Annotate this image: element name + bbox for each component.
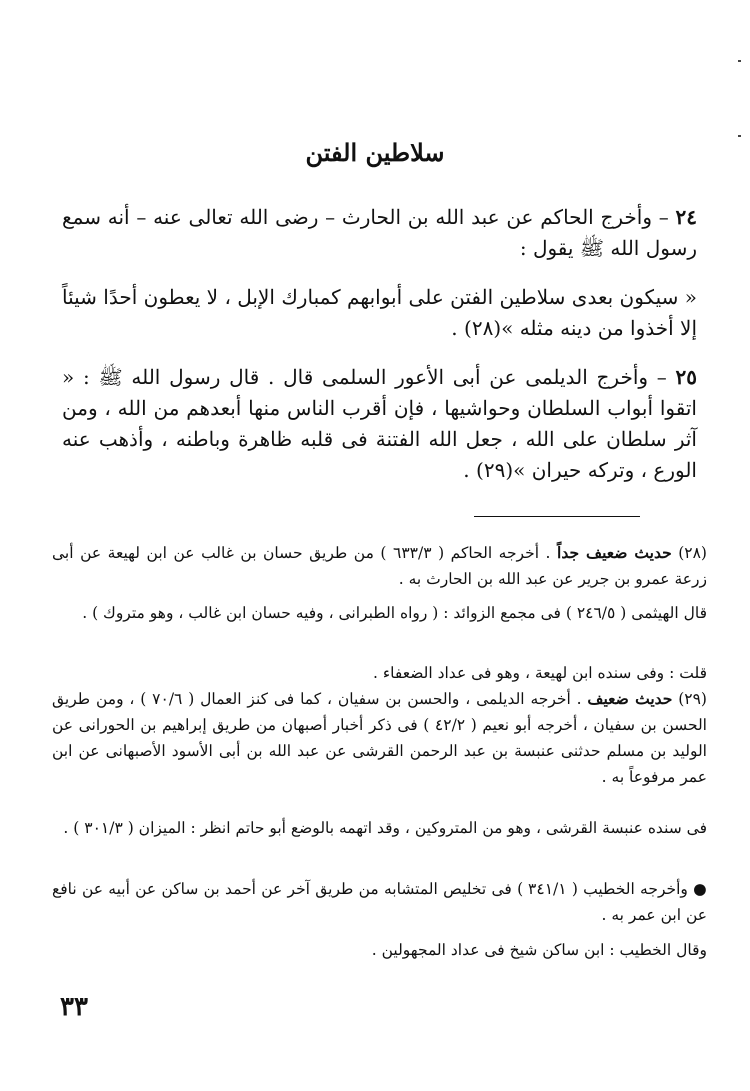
- hadith-number: ٢٥: [675, 365, 698, 389]
- footnote-29-khatib-comment: وقال الخطيب : ابن ساكن شيخ فى عداد المجهولين .: [371, 941, 707, 959]
- paragraph-25: [62, 362, 697, 486]
- footnote-grade: حديث ضعيف: [587, 689, 673, 708]
- footnote-text: . أخرجه الحاكم ( ٦٣٣/٣ ) من طريق حسان بن غالب عن ابن لهيعة عن أبى زرعة عمرو بن جرير عن عبد الله بن الحارث به .: [52, 544, 707, 588]
- footnote-marker: (٢٨): [671, 544, 707, 562]
- footnote-text: . أخرجه الديلمى ، والحسن بن سفيان ، كما فى كنز العمال ( ٧٠/٦ ) ، ومن طريق الحسن بن سفيان ، أخرجه أبو نعيم ( ٤٢/٢ ) فى ذكر أخبار أصبهان من طريق إبراهيم بن الحورانى عن الوليد بن مسلم حدثنى عنبسة بن عبد الرحمن القرشى عن عبد الله بن أبى الأسود الأصبهانى عن ابن عمر مرفوعاً به .: [52, 690, 707, 786]
- paragraph-24: [62, 202, 697, 264]
- bullet-icon: ●: [687, 880, 708, 898]
- footnote-29: [52, 686, 707, 790]
- scan-edge-mark: [738, 135, 741, 137]
- footnote-divider: [474, 516, 640, 517]
- paragraph-24-quote: [62, 282, 697, 344]
- paragraph-text: – وأخرج الديلمى عن أبى الأعور السلمى قال . قال رسول الله ﷺ : « اتقوا أبواب السلطان وحواشيها ، فإن أقرب الناس منها أبعدهم من الله ، ومن آثر سلطان على الله ، جعل الله الفتنة فى قلبه ظاهرة وباطنه ، وأذهب عنه الورع ، وتركه حيران »(٢٩) .: [62, 365, 697, 482]
- footnote-marker: (٢٩): [672, 690, 707, 708]
- footnote-29-khatib: [52, 876, 707, 928]
- footnote-29-comment: فى سنده عنبسة القرشى ، وهو من المتروكين ، وقد اتهمه بالوضع أبو حاتم انظر : الميزان ( ٣٠١/٣ ) .: [63, 819, 707, 837]
- footnote-28: [52, 540, 707, 592]
- footnote-grade: حديث ضعيف جداً: [557, 543, 672, 562]
- chapter-title: سلاطين الفتن: [305, 138, 445, 167]
- footnote-text: وأخرجه الخطيب ( ٣٤١/١ ) فى تخليص المتشابه من طريق آخر عن أحمد بن ساكن عن أبيه عن نافع عن ابن عمر به .: [52, 880, 707, 924]
- paragraph-text: « سيكون بعدى سلاطين الفتن على أبوابهم كمبارك الإبل ، لا يعطون أحدًا شيئاً إلا أخذوا من دينه مثله »(٢٨) .: [62, 285, 697, 340]
- footnote-28-haythami: قال الهيثمى ( ٢٤٦/٥ ) فى مجمع الزوائد : ( رواه الطبرانى ، وفيه حسان ابن غالب ، وهو متروك ) .: [82, 604, 707, 622]
- paragraph-text: – وأخرج الحاكم عن عبد الله بن الحارث – رضى الله تعالى عنه – أنه سمع رسول الله ﷺ يقول :: [62, 205, 697, 260]
- scan-edge-mark: [738, 60, 741, 62]
- footnote-28-comment: قلت : وفى سنده ابن لهيعة ، وهو فى عداد الضعفاء .: [373, 664, 707, 682]
- page-number: ٣٣: [60, 992, 88, 1022]
- hadith-number: ٢٤: [675, 205, 697, 229]
